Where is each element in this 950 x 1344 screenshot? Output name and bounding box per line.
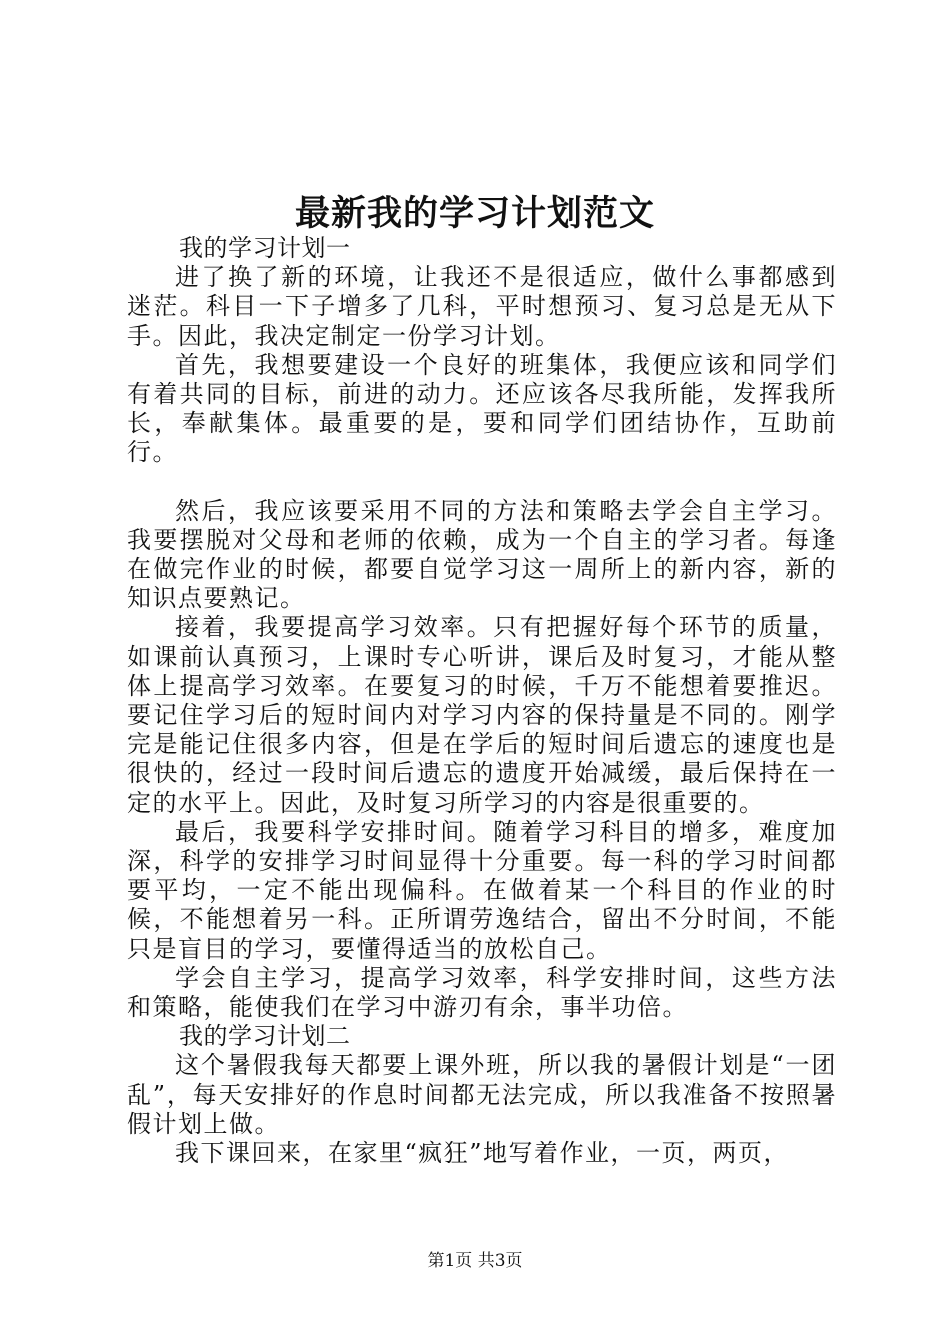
- section-heading-plan-one: 我的学习计划一: [179, 234, 351, 262]
- paragraph: 这个暑假我每天都要上课外班，所以我的暑假计划是“一团乱”，每天安排好的作息时间都无法完成，所以我准备不按照暑假计划上做。: [127, 1051, 837, 1138]
- paragraph: 进了换了新的环境，让我还不是很适应，做什么事都感到迷茫。科目一下子增多了几科，平时想预习、复习总是无从下手。因此，我决定制定一份学习计划。: [127, 263, 837, 350]
- paragraph: 学会自主学习，提高学习效率，科学安排时间，这些方法和策略，能使我们在学习中游刃有余，事半功倍。: [127, 963, 837, 1022]
- paragraph: 首先，我想要建设一个良好的班集体，我便应该和同学们有着共同的目标，前进的动力。还应该各尽我所能，发挥我所长，奉献集体。最重要的是，要和同学们团结协作，互助前行。: [127, 350, 837, 467]
- paragraph: 接着，我要提高学习效率。只有把握好每个环节的质量，如课前认真预习，上课时专心听讲，课后及时复习，才能从整体上提高学习效率。在要复习的时候，千万不能想着要推迟。要记住学习后的短时间内对学习内容的保持量是不同的。刚学完是能记住很多内容，但是在学后的短时间后遗忘的速度也是很快的，经过一段时间后遗忘的遗度开始减缓，最后保持在一定的水平上。因此，及时复习所学习的内容是很重要的。: [127, 613, 837, 817]
- paragraph: 最后，我要科学安排时间。随着学习科目的增多，难度加深，科学的安排学习时间显得十分重要。每一科的学习时间都要平均，一定不能出现偏科。在做着某一个科目的作业的时候，不能想着另一科。正所谓劳逸结合，留出不分时间，不能只是盲目的学习，要懂得适当的放松自己。: [127, 817, 837, 963]
- document-title: 最新我的学习计划范文: [294, 193, 655, 234]
- paragraph: 我下课回来，在家里“疯狂”地写着作业，一页，两页，: [175, 1139, 790, 1168]
- paragraph: 然后，我应该要采用不同的方法和策略去学会自主学习。我要摆脱对父母和老师的依赖，成为一个自主的学习者。每逢在做完作业的时候，都要自觉学习这一周所上的新内容，新的知识点要熟记。: [127, 496, 837, 613]
- page-footer: 第1页 共3页: [427, 1251, 523, 1271]
- section-heading-plan-two: 我的学习计划二: [179, 1022, 351, 1051]
- document-body: [127, 234, 837, 1168]
